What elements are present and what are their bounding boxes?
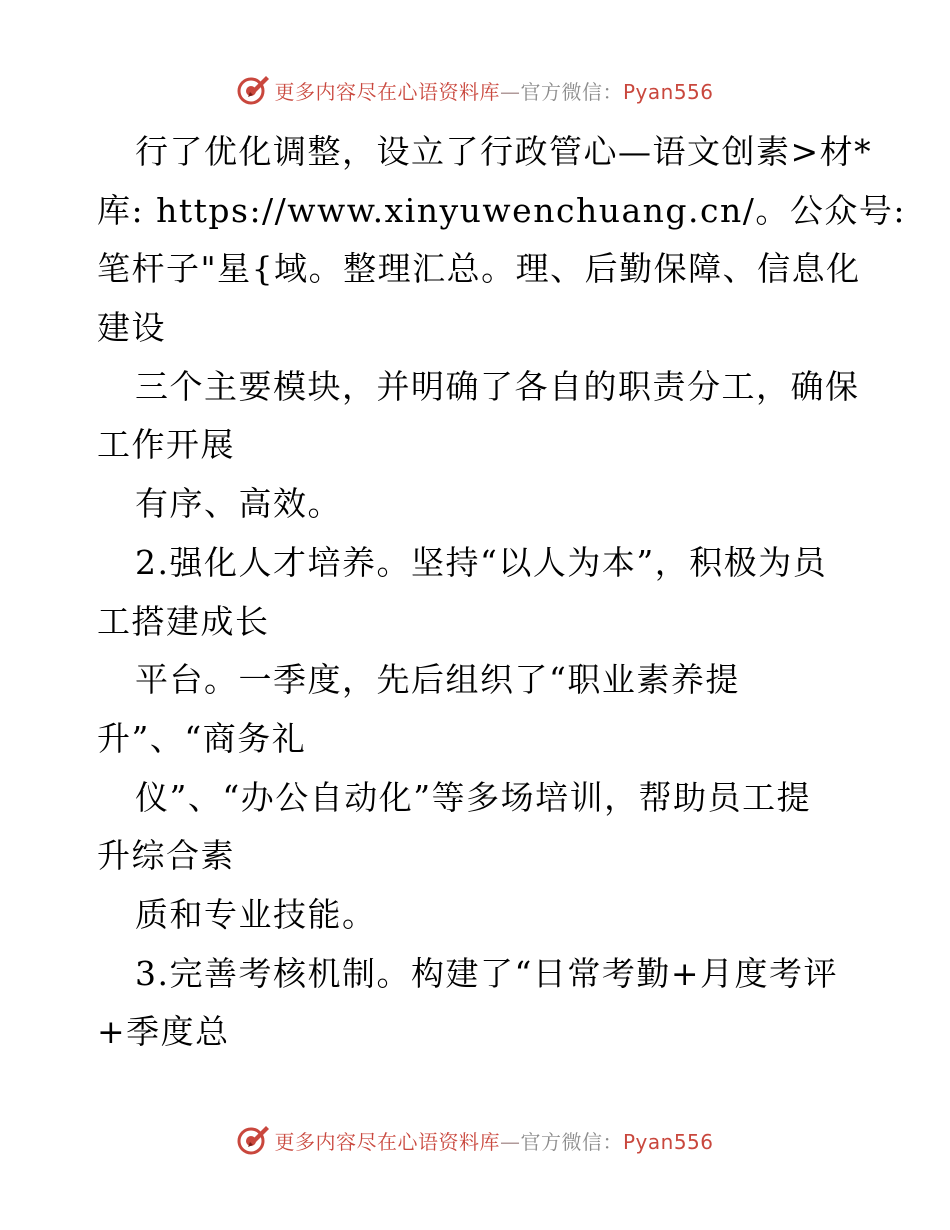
text-line: 三个主要模块，并明确了各自的职责分工，确保: [135, 366, 860, 406]
text-line: 平台。一季度，先后组织了“职业素养提: [135, 660, 740, 700]
text-line: 升综合素: [97, 836, 235, 876]
text-line: 质和专业技能。: [135, 894, 377, 934]
document-body: [97, 123, 906, 1062]
pen-logo-icon: [236, 1123, 270, 1157]
footer-text: 更多内容尽在心语资料库—官方微信：Pyan556: [274, 1129, 714, 1154]
pen-logo-icon: [236, 73, 270, 107]
footer-banner: [0, 1120, 950, 1160]
text-line: +季度总: [97, 1012, 230, 1052]
text-line: 有序、高效。: [135, 484, 342, 524]
text-line: 3.完善考核机制。构建了“日常考勤+月度考评: [135, 953, 839, 993]
text-line: 工作开展: [97, 425, 235, 465]
text-line: 笔杆子"星{域。整理汇总。理、后勤保障、信息化: [97, 249, 861, 289]
text-line: 2.强化人才培养。坚持“以人为本”，积极为员: [135, 542, 828, 582]
header-text: 更多内容尽在心语资料库—官方微信：Pyan556: [274, 79, 714, 104]
text-line: 升”、“商务礼: [97, 718, 307, 758]
text-line: 工搭建成长: [97, 601, 270, 641]
header-banner: [0, 70, 950, 110]
text-line: 行了优化调整，设立了行政管心—语文创素>材*: [135, 132, 873, 171]
text-line: 库: https://www.xinyuwenchuang.cn/。公众号:: [97, 190, 906, 230]
text-line: 建设: [97, 308, 166, 348]
text-line: 仪”、“办公自动化”等多场培训，帮助员工提: [135, 777, 812, 817]
